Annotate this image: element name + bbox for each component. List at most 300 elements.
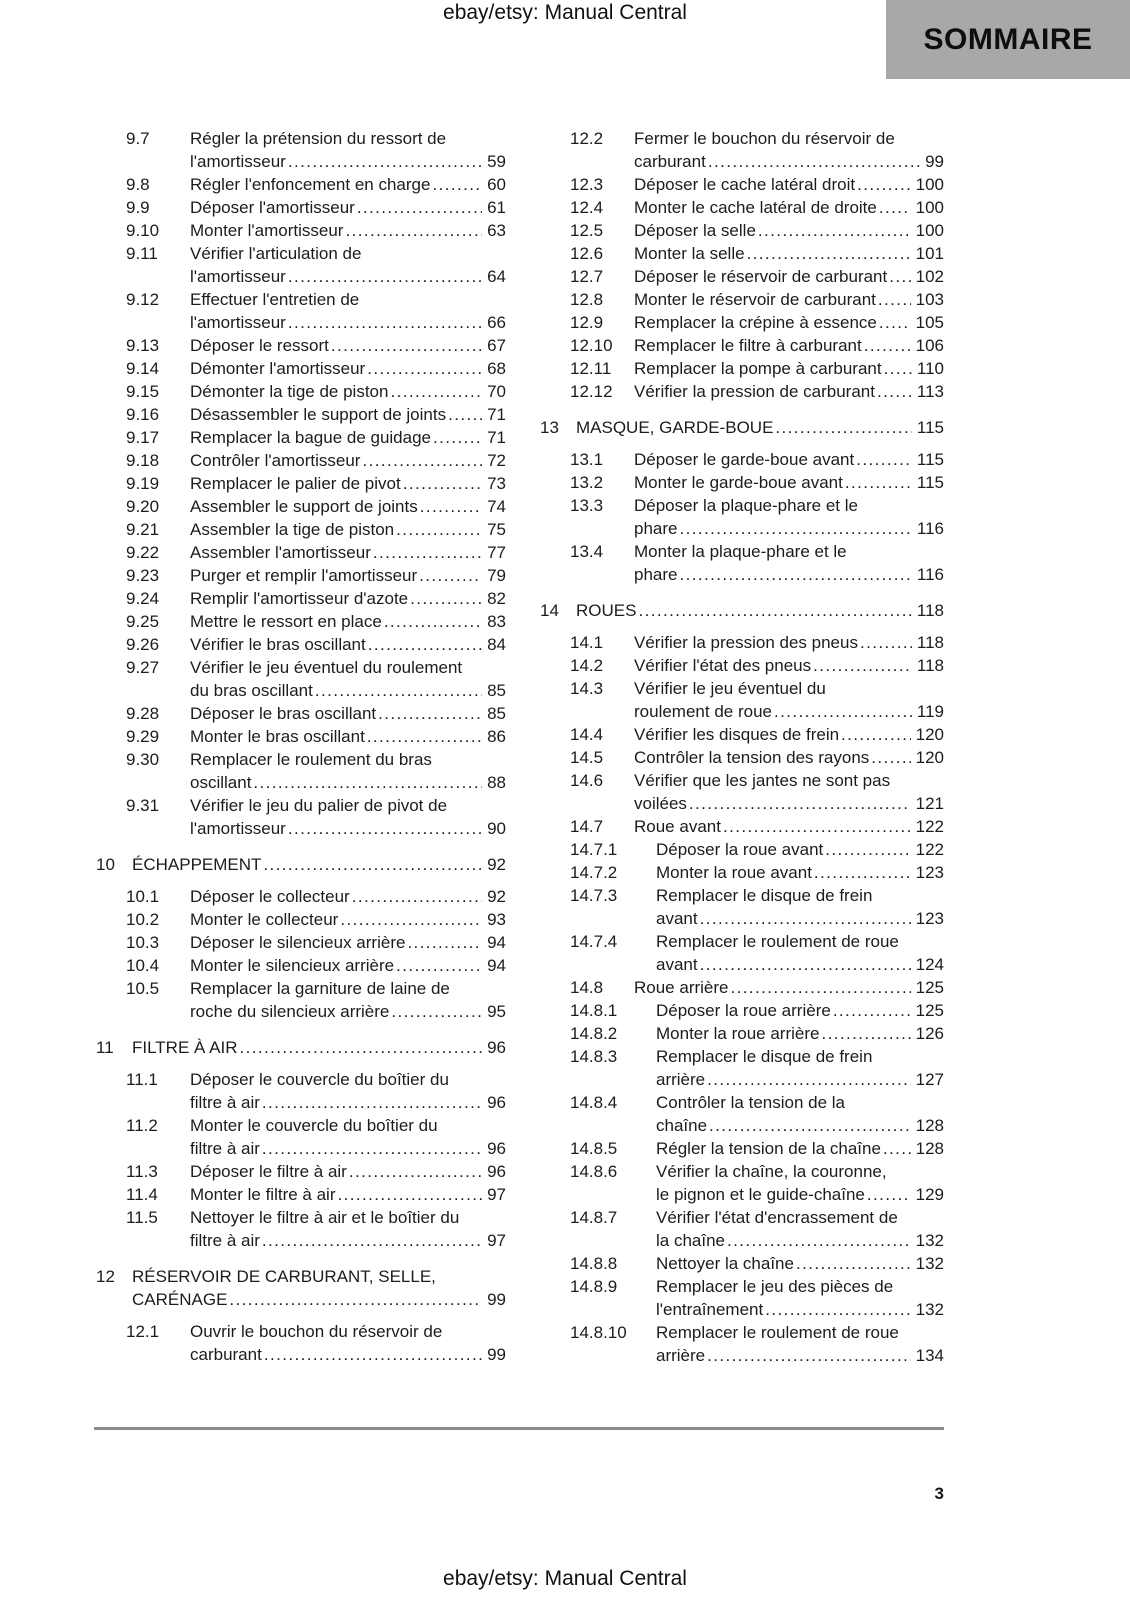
toc-page-number: 100 xyxy=(915,175,944,194)
toc-dot-leader xyxy=(262,1137,482,1160)
toc-page-number: 116 xyxy=(916,519,944,538)
footer-site-label: ebay/etsy: Manual Central xyxy=(443,1567,687,1590)
toc-entry-row xyxy=(96,495,506,518)
toc-entry-row xyxy=(540,1321,944,1367)
toc-entry-number: 9.28 xyxy=(126,704,160,723)
toc-page-number: 101 xyxy=(915,244,944,263)
toc-dot-leader xyxy=(263,853,482,876)
toc-entry-title-line: Déposer la selle xyxy=(634,221,756,240)
toc-page-number: 126 xyxy=(915,1024,944,1043)
toc-entry-row xyxy=(540,1252,944,1275)
toc-page-number: 124 xyxy=(915,955,944,974)
toc-page-number: 71 xyxy=(487,405,506,424)
toc-dot-leader xyxy=(367,357,482,380)
toc-entry-number: 9.22 xyxy=(126,543,160,562)
toc-entry-title-line: Déposer le ressort xyxy=(190,336,329,355)
toc-page-number: 110 xyxy=(916,359,944,378)
toc-entry-row xyxy=(540,1160,944,1206)
toc-dot-leader xyxy=(833,999,911,1022)
toc-page-number: 79 xyxy=(487,566,506,585)
toc-dot-leader xyxy=(384,610,482,633)
toc-entry-row xyxy=(96,1206,506,1252)
toc-entry-title-line: Monter la plaque-phare et le xyxy=(634,542,847,561)
toc-entry-number: 11.1 xyxy=(126,1070,158,1089)
toc-page-number: 99 xyxy=(487,1290,506,1309)
toc-entry-title-line: Déposer le silencieux arrière xyxy=(190,933,406,952)
toc-dot-leader xyxy=(796,1252,911,1275)
toc-entry-number: 14.7.1 xyxy=(570,840,618,859)
toc-page-number: 100 xyxy=(915,198,944,217)
toc-entry-title-line: Contrôler la tension de la xyxy=(656,1093,846,1112)
toc-page-number: 122 xyxy=(915,817,944,836)
toc-entry-title-line: RÉSERVOIR DE CARBURANT, SELLE, xyxy=(132,1267,436,1286)
toc-dot-leader xyxy=(825,838,910,861)
toc-dot-leader xyxy=(747,242,911,265)
toc-entry-row xyxy=(96,403,506,426)
toc-entry-row xyxy=(96,885,506,908)
toc-page-number: 92 xyxy=(487,855,506,874)
toc-entry-number: 14.7.4 xyxy=(570,932,618,951)
toc-page-number: 121 xyxy=(915,794,944,813)
toc-entry-number: 14.8.1 xyxy=(570,1001,618,1020)
toc-dot-leader xyxy=(433,426,482,449)
toc-entry-title-line: Démonter la tige de piston xyxy=(190,382,389,401)
toc-page-number: 97 xyxy=(487,1231,506,1250)
toc-entry-row xyxy=(540,654,944,677)
toc-entry-number: 14.8.6 xyxy=(570,1162,618,1181)
toc-entry-number: 14.7.2 xyxy=(570,863,618,882)
toc-entry-number: 14.8.5 xyxy=(570,1139,618,1158)
toc-entry-number: 12.2 xyxy=(570,129,604,148)
toc-chapter-row xyxy=(96,1036,506,1059)
toc-entry-number: 13.3 xyxy=(570,496,604,515)
toc-dot-leader xyxy=(315,679,482,702)
toc-entry-title-line: Régler la tension de la chaîne xyxy=(656,1139,881,1158)
toc-entry-row xyxy=(540,746,944,769)
toc-entry-number: 12.4 xyxy=(570,198,604,217)
toc-entry-number: 14.2 xyxy=(570,656,604,675)
toc-entry-number: 9.24 xyxy=(126,589,160,608)
toc-entry-title-line: Monter le collecteur xyxy=(190,910,339,929)
toc-dot-leader xyxy=(288,265,482,288)
toc-dot-leader xyxy=(884,357,912,380)
toc-page-number: 115 xyxy=(916,473,944,492)
toc-entry-row xyxy=(540,976,944,999)
toc-entry-title-line: Vérifier l'articulation de xyxy=(190,244,362,263)
toc-entry-title-line: Monter le cache latéral de droite xyxy=(634,198,877,217)
toc-entry-number: 12.8 xyxy=(570,290,604,309)
toc-entry-row xyxy=(96,931,506,954)
toc-entry-number: 9.10 xyxy=(126,221,160,240)
toc-entry-title-line: Monter le couvercle du boîtier du xyxy=(190,1116,438,1135)
toc-entry-row xyxy=(540,723,944,746)
toc-entry-title-line: arrière xyxy=(656,1070,706,1089)
toc-dot-leader xyxy=(689,792,911,815)
toc-entry-number: 14.8.4 xyxy=(570,1093,618,1112)
toc-entry-row xyxy=(540,242,944,265)
toc-dot-leader xyxy=(432,173,482,196)
toc-entry-title-line: Déposer le filtre à air xyxy=(190,1162,347,1181)
toc-page-number: 88 xyxy=(487,773,506,792)
toc-entry-row xyxy=(540,173,944,196)
toc-entry-row xyxy=(540,311,944,334)
toc-page-number: 63 xyxy=(487,221,506,240)
toc-page-number: 85 xyxy=(487,681,506,700)
toc-entry-number: 11.5 xyxy=(126,1208,158,1227)
toc-entry-row xyxy=(96,1068,506,1114)
toc-page-number: 74 xyxy=(487,497,506,516)
toc-entry-title-line: Remplacer le palier de pivot xyxy=(190,474,401,493)
toc-page-number: 128 xyxy=(915,1139,944,1158)
toc-entry-title-line: phare xyxy=(634,565,678,584)
toc-entry-row xyxy=(540,494,944,540)
toc-entry-title-line: filtre à air xyxy=(190,1093,260,1112)
toc-entry-title-line: Monter le filtre à air xyxy=(190,1185,336,1204)
toc-entry-number: 9.19 xyxy=(126,474,160,493)
toc-page-number: 102 xyxy=(915,267,944,286)
toc-entry-title-line: Démonter l'amortisseur xyxy=(190,359,366,378)
toc-dot-leader xyxy=(707,1068,911,1091)
toc-entry-number: 12.9 xyxy=(570,313,604,332)
toc-page-number: 118 xyxy=(916,656,944,675)
toc-entry-row xyxy=(96,1320,506,1366)
toc-entry-number: 11.3 xyxy=(126,1162,158,1181)
toc-entry-number: 9.13 xyxy=(126,336,160,355)
toc-entry-title-line: Remplacer la pompe à carburant xyxy=(634,359,882,378)
toc-entry-row xyxy=(540,1091,944,1137)
toc-entry-title-line: Roue avant xyxy=(634,817,721,836)
toc-entry-title-line: Nettoyer le filtre à air et le boîtier du xyxy=(190,1208,460,1227)
toc-entry-row xyxy=(540,196,944,219)
toc-entry-title-line: l'amortisseur xyxy=(190,152,286,171)
toc-page-number: 75 xyxy=(487,520,506,539)
toc-entry-title-line: Déposer le cache latéral droit xyxy=(634,175,856,194)
toc-entry-title-line: le pignon et le guide-chaîne xyxy=(656,1185,865,1204)
toc-entry-title-line: Remplacer le disque de frein xyxy=(656,886,873,905)
toc-entry-number: 9.16 xyxy=(126,405,160,424)
toc-dot-leader xyxy=(367,725,482,748)
toc-page-number: 82 xyxy=(487,589,506,608)
toc-entry-title-line: Déposer la plaque-phare et le xyxy=(634,496,858,515)
toc-entry-title-line: phare xyxy=(634,519,678,538)
toc-dot-leader xyxy=(262,1229,482,1252)
toc-page-number: 120 xyxy=(915,725,944,744)
sommaire-label: SOMMAIRE xyxy=(923,22,1093,56)
toc-entry-number: 9.15 xyxy=(126,382,160,401)
toc-page-number: 86 xyxy=(487,727,506,746)
toc-page-number: 59 xyxy=(487,152,506,171)
toc-entry-number: 12.5 xyxy=(570,221,604,240)
toc-entry-number: 14.7.3 xyxy=(570,886,618,905)
toc-page-number: 128 xyxy=(915,1116,944,1135)
toc-page-number: 103 xyxy=(915,290,944,309)
toc-page-number: 72 xyxy=(487,451,506,470)
toc-dot-leader xyxy=(349,1160,482,1183)
toc-entry-title-line: Monter le silencieux arrière xyxy=(190,956,395,975)
toc-entry-title-line: Déposer la roue avant xyxy=(656,840,824,859)
toc-dot-leader xyxy=(845,471,912,494)
toc-entry-title-line: Monter le bras oscillant xyxy=(190,727,365,746)
toc-entry-row xyxy=(96,518,506,541)
toc-dot-leader xyxy=(229,1288,482,1311)
toc-entry-title-line: Vérifier le jeu éventuel du roulement xyxy=(190,658,463,677)
toc-entry-row xyxy=(540,334,944,357)
toc-page-number: 96 xyxy=(487,1139,506,1158)
toc-entry-title-line: avant xyxy=(656,909,698,928)
toc-dot-leader xyxy=(708,150,920,173)
toc-entry-number: 12.12 xyxy=(570,382,613,401)
toc-page-number: 100 xyxy=(915,221,944,240)
toc-entry-row xyxy=(540,1275,944,1321)
toc-entry-row xyxy=(540,219,944,242)
toc-dot-leader xyxy=(774,700,912,723)
toc-page-number: 118 xyxy=(916,601,944,620)
toc-page-number: 90 xyxy=(487,819,506,838)
toc-entry-number: 14.8.2 xyxy=(570,1024,618,1043)
toc-dot-leader xyxy=(368,633,482,656)
toc-dot-leader xyxy=(378,702,482,725)
toc-entry-title-line: chaîne xyxy=(656,1116,708,1135)
toc-entry-row xyxy=(540,265,944,288)
toc-entry-row xyxy=(96,564,506,587)
toc-entry-row xyxy=(540,540,944,586)
toc-page-number: 116 xyxy=(916,565,944,584)
toc-entry-number: 10.5 xyxy=(126,979,160,998)
toc-chapter-row xyxy=(96,1265,506,1311)
toc-entry-title-line: Vérifier le jeu éventuel du xyxy=(634,679,826,698)
toc-page-number: 94 xyxy=(487,956,506,975)
toc-entry-number: 12.7 xyxy=(570,267,604,286)
toc-entry-title-line: Vérifier le bras oscillant xyxy=(190,635,366,654)
toc-dot-leader xyxy=(814,861,911,884)
toc-entry-title-line: l'amortisseur xyxy=(190,819,286,838)
toc-entry-row xyxy=(96,426,506,449)
toc-entry-number: 9.18 xyxy=(126,451,160,470)
toc-chapter-row xyxy=(540,599,944,622)
toc-entry-row xyxy=(96,977,506,1023)
toc-page-number: 99 xyxy=(925,152,944,171)
toc-entry-row xyxy=(96,1183,506,1206)
toc-entry-title-line: Assembler le support de joints xyxy=(190,497,418,516)
toc-dot-leader xyxy=(362,449,482,472)
toc-entry-title-line: Remplacer le roulement du bras xyxy=(190,750,432,769)
toc-entry-row xyxy=(540,815,944,838)
toc-entry-row xyxy=(96,1160,506,1183)
toc-page-number: 96 xyxy=(487,1162,506,1181)
toc-page-number: 105 xyxy=(915,313,944,332)
toc-entry-row xyxy=(96,219,506,242)
toc-entry-number: 9.25 xyxy=(126,612,160,631)
toc-dot-leader xyxy=(731,976,911,999)
toc-dot-leader xyxy=(878,288,911,311)
toc-page-number: 132 xyxy=(915,1254,944,1273)
toc-entry-number: 9.26 xyxy=(126,635,160,654)
toc-entry-title-line: Déposer la roue arrière xyxy=(656,1001,831,1020)
toc-page-number: 99 xyxy=(487,1345,506,1364)
toc-entry-title-line: Monter la roue avant xyxy=(656,863,812,882)
toc-entry-number: 12.1 xyxy=(126,1322,160,1341)
toc-entry-title-line: Déposer le bras oscillant xyxy=(190,704,377,723)
toc-entry-title-line: voilées xyxy=(634,794,687,813)
toc-page-number: 97 xyxy=(487,1185,506,1204)
toc-entry-number: 9.11 xyxy=(126,244,158,263)
toc-entry-title-line: Remplacer le filtre à carburant xyxy=(634,336,862,355)
toc-entry-number: 14.4 xyxy=(570,725,604,744)
toc-dot-leader xyxy=(419,564,482,587)
toc-entry-title-line: MASQUE, GARDE-BOUE xyxy=(576,418,774,437)
toc-dot-leader xyxy=(391,1000,482,1023)
toc-page-number: 68 xyxy=(487,359,506,378)
toc-dot-leader xyxy=(879,311,911,334)
toc-dot-leader xyxy=(420,495,482,518)
toc-entry-number: 14.8.3 xyxy=(570,1047,618,1066)
toc-page-number: 132 xyxy=(915,1300,944,1319)
toc-entry-title-line: Déposer le collecteur xyxy=(190,887,350,906)
toc-dot-leader xyxy=(841,723,911,746)
toc-page-number: 95 xyxy=(487,1002,506,1021)
toc-entry-row xyxy=(540,930,944,976)
toc-dot-leader xyxy=(410,587,482,610)
toc-entry-title-line: CARÉNAGE xyxy=(132,1290,228,1309)
toc-entry-number: 9.14 xyxy=(126,359,160,378)
toc-dot-leader xyxy=(813,654,912,677)
toc-dot-leader xyxy=(373,541,482,564)
toc-dot-leader xyxy=(331,334,482,357)
toc-entry-title-line: avant xyxy=(656,955,698,974)
toc-entry-title-line: FILTRE À AIR xyxy=(132,1038,238,1057)
toc-page-number: 118 xyxy=(916,633,944,652)
toc-entry-number: 14.8 xyxy=(570,978,604,997)
toc-page-number: 71 xyxy=(487,428,506,447)
toc-entry-title-line: Monter l'amortisseur xyxy=(190,221,344,240)
toc-entry-row xyxy=(96,357,506,380)
toc-entry-title-line: Déposer le garde-boue avant xyxy=(634,450,855,469)
toc-entry-number: 10.2 xyxy=(126,910,160,929)
toc-entry-title-line: Remplir l'amortisseur d'azote xyxy=(190,589,409,608)
toc-entry-title-line: Monter la selle xyxy=(634,244,745,263)
toc-dot-leader xyxy=(403,472,482,495)
toc-dot-leader xyxy=(775,416,911,439)
toc-entry-row xyxy=(540,471,944,494)
toc-entry-number: 12.6 xyxy=(570,244,604,263)
toc-entry-title-line: Mettre le ressort en place xyxy=(190,612,382,631)
toc-entry-title-line: du bras oscillant xyxy=(190,681,313,700)
toc-entry-number: 14.8.7 xyxy=(570,1208,618,1227)
toc-entry-row xyxy=(96,380,506,403)
toc-entry-row xyxy=(540,769,944,815)
toc-entry-title-line: Monter le garde-boue avant xyxy=(634,473,843,492)
toc-dot-leader xyxy=(864,334,911,357)
toc-dot-leader xyxy=(758,219,911,242)
toc-entry-number: 9.17 xyxy=(126,428,160,447)
toc-entry-number: 12.3 xyxy=(570,175,604,194)
toc-chapter-row xyxy=(540,416,944,439)
toc-entry-title-line: Nettoyer la chaîne xyxy=(656,1254,794,1273)
toc-entry-title-line: Contrôler l'amortisseur xyxy=(190,451,361,470)
toc-entry-row xyxy=(96,127,506,173)
toc-page-number: 120 xyxy=(915,748,944,767)
toc-entry-row xyxy=(540,999,944,1022)
toc-right-column xyxy=(540,127,944,1367)
toc-entry-number: 11.2 xyxy=(126,1116,158,1135)
toc-entry-number: 10.3 xyxy=(126,933,160,952)
toc-entry-number: 9.12 xyxy=(126,290,160,309)
toc-dot-leader xyxy=(765,1298,910,1321)
toc-dot-leader xyxy=(340,908,482,931)
toc-entry-row xyxy=(96,472,506,495)
toc-entry-row xyxy=(540,380,944,403)
toc-dot-leader xyxy=(877,380,912,403)
toc-dot-leader xyxy=(723,815,911,838)
header-site-label: ebay/etsy: Manual Central xyxy=(443,1,687,24)
toc-entry-number: 10.4 xyxy=(126,956,160,975)
toc-entry-number: 14.3 xyxy=(570,679,604,698)
toc-entry-number: 13.1 xyxy=(570,450,604,469)
toc-entry-title-line: Monter la roue arrière xyxy=(656,1024,820,1043)
toc-entry-title-line: Remplacer la bague de guidage xyxy=(190,428,432,447)
toc-dot-leader xyxy=(679,563,911,586)
toc-entry-number: 11.4 xyxy=(126,1185,158,1204)
toc-entry-number: 9.9 xyxy=(126,198,150,217)
toc-dot-leader xyxy=(871,746,910,769)
toc-dot-leader xyxy=(700,907,911,930)
toc-entry-title-line: filtre à air xyxy=(190,1231,260,1250)
toc-entry-number: 13.4 xyxy=(570,542,604,561)
toc-dot-leader xyxy=(288,817,482,840)
toc-entry-row xyxy=(96,702,506,725)
toc-entry-title-line: Fermer le bouchon du réservoir de xyxy=(634,129,895,148)
toc-entry-number: 14.7 xyxy=(570,817,604,836)
toc-entry-title-line: roche du silencieux arrière xyxy=(190,1002,390,1021)
toc-entry-row xyxy=(96,725,506,748)
toc-entry-title-line: Remplacer la crépine à essence xyxy=(634,313,877,332)
toc-entry-title-line: roulement de roue xyxy=(634,702,772,721)
toc-entry-title-line: Déposer le couvercle du boîtier du xyxy=(190,1070,449,1089)
toc-entry-number: 14.1 xyxy=(570,633,604,652)
toc-entry-title-line: Roue arrière xyxy=(634,978,729,997)
toc-entry-row xyxy=(96,748,506,794)
toc-entry-row xyxy=(96,242,506,288)
toc-entry-row xyxy=(96,334,506,357)
toc-dot-leader xyxy=(707,1344,911,1367)
toc-entry-title-line: carburant xyxy=(634,152,706,171)
toc-dot-leader xyxy=(857,173,911,196)
toc-entry-title-line: ÉCHAPPEMENT xyxy=(132,855,262,874)
toc-dot-leader xyxy=(396,518,482,541)
toc-entry-title-line: carburant xyxy=(190,1345,262,1364)
toc-entry-number: 9.21 xyxy=(126,520,160,539)
toc-dot-leader xyxy=(638,599,911,622)
toc-entry-title-line: arrière xyxy=(656,1346,706,1365)
toc-entry-title-line: Vérifier la chaîne, la couronne, xyxy=(656,1162,887,1181)
toc-dot-leader xyxy=(867,1183,911,1206)
toc-entry-title-line: Effectuer l'entretien de xyxy=(190,290,360,309)
toc-dot-leader xyxy=(879,196,911,219)
toc-dot-leader xyxy=(448,403,482,426)
toc-entry-number: 9.27 xyxy=(126,658,160,677)
toc-entry-title-line: Assembler l'amortisseur xyxy=(190,543,371,562)
toc-page-number: 123 xyxy=(915,863,944,882)
toc-entry-title-line: Déposer l'amortisseur xyxy=(190,198,355,217)
toc-entry-number: 9.20 xyxy=(126,497,160,516)
toc-page-number: 64 xyxy=(487,267,506,286)
toc-entry-row xyxy=(540,1206,944,1252)
toc-dot-leader xyxy=(264,1343,482,1366)
toc-page-number: 83 xyxy=(487,612,506,631)
toc-dot-leader xyxy=(821,1022,910,1045)
toc-page-number: 94 xyxy=(487,933,506,952)
toc-entry-title-line: Ouvrir le bouchon du réservoir de xyxy=(190,1322,443,1341)
